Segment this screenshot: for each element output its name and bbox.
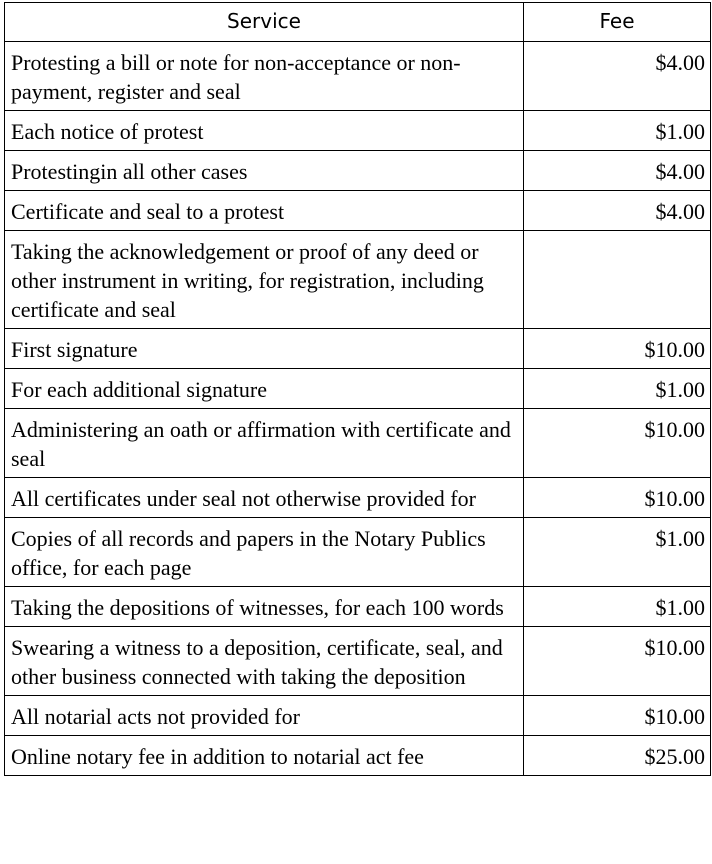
fee-cell: $4.00 — [524, 191, 711, 231]
service-cell: Taking the depositions of witnesses, for each 100 words — [5, 587, 524, 627]
table-row — [5, 587, 711, 627]
fee-column-header: Fee — [524, 3, 711, 42]
table-row — [5, 42, 711, 111]
table-row — [5, 191, 711, 231]
service-cell: All notarial acts not provided for — [5, 696, 524, 736]
service-cell: First signature — [5, 329, 524, 369]
header-row — [5, 3, 711, 42]
service-cell: Administering an oath or affirmation with certificate and seal — [5, 409, 524, 478]
table-row — [5, 329, 711, 369]
table-row — [5, 627, 711, 696]
service-cell: Certificate and seal to a protest — [5, 191, 524, 231]
table-row — [5, 409, 711, 478]
table-row — [5, 151, 711, 191]
service-cell: Online notary fee in addition to notarial act fee — [5, 736, 524, 776]
service-cell: All certificates under seal not otherwise provided for — [5, 478, 524, 518]
fee-cell: $10.00 — [524, 409, 711, 478]
table-row — [5, 696, 711, 736]
fee-cell: $4.00 — [524, 42, 711, 111]
service-cell: For each additional signature — [5, 369, 524, 409]
service-cell: Copies of all records and papers in the Notary Publics office, for each page — [5, 518, 524, 587]
table-body — [5, 42, 711, 776]
fee-cell: $1.00 — [524, 369, 711, 409]
table-header — [5, 3, 711, 42]
fee-cell: $10.00 — [524, 478, 711, 518]
fee-cell: $4.00 — [524, 151, 711, 191]
fee-cell: $10.00 — [524, 329, 711, 369]
fee-cell — [524, 231, 711, 329]
fee-cell: $1.00 — [524, 518, 711, 587]
fee-cell: $10.00 — [524, 627, 711, 696]
fee-cell: $1.00 — [524, 111, 711, 151]
service-cell: Protesting a bill or note for non-acceptance or non-payment, register and seal — [5, 42, 524, 111]
service-cell: Each notice of protest — [5, 111, 524, 151]
fee-cell: $10.00 — [524, 696, 711, 736]
table-row — [5, 369, 711, 409]
table-row — [5, 111, 711, 151]
table-row — [5, 231, 711, 329]
table-row — [5, 518, 711, 587]
fee-cell: $25.00 — [524, 736, 711, 776]
table-row — [5, 478, 711, 518]
service-cell: Swearing a witness to a deposition, certificate, seal, and other business connected with taking the deposition — [5, 627, 524, 696]
service-cell: Protestingin all other cases — [5, 151, 524, 191]
service-cell: Taking the acknowledgement or proof of any deed or other instrument in writing, for registration, including certificate and seal — [5, 231, 524, 329]
notary-fee-table — [4, 2, 711, 776]
fee-cell: $1.00 — [524, 587, 711, 627]
service-column-header: Service — [5, 3, 524, 42]
table-row — [5, 736, 711, 776]
